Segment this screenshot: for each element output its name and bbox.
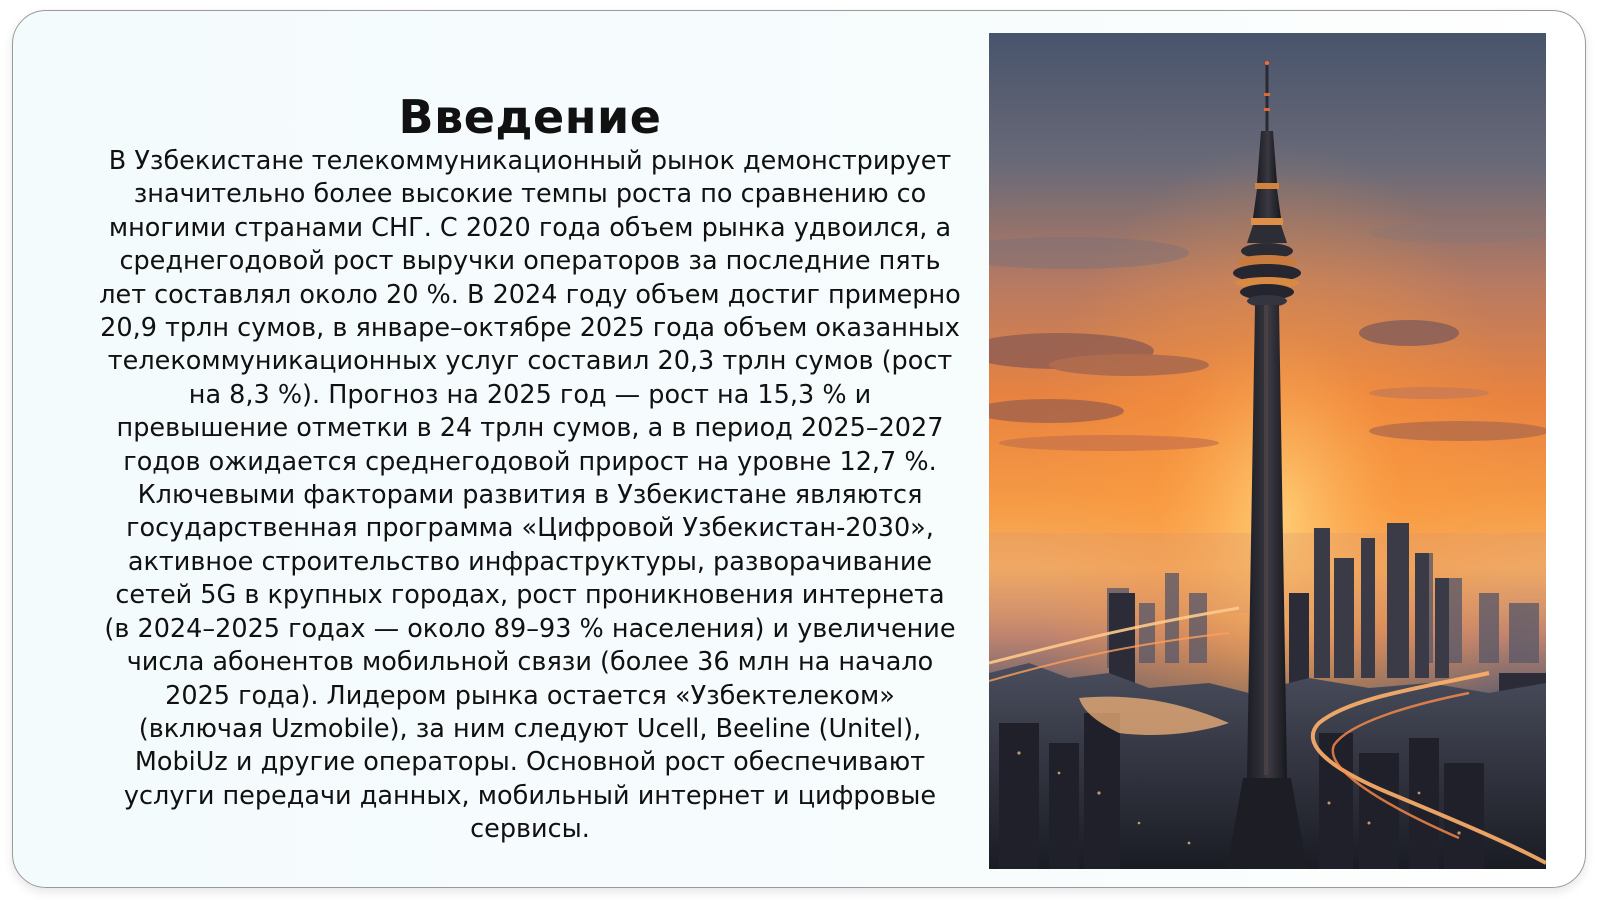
paragraph-key-factors: Ключевыми факторами развития в Узбекистане являются государственная программа «Цифровой Узбекистан-2030», активное строительство инфраструктуры, разворачивание сетей 5G в крупных городах, рост проникновения интернета (в 2024–2025 годах — около 89–93 % населения) и увеличение числа абонентов мобильной связи (более 36 млн на начало 2025 года). Лидером рынка остается «Узбектелеком» (включая Uzmobile), за ним следуют Ucell, Beeline (Unitel), MobiUz и другие операторы. Основной рост обеспечивают услуги передачи данных, мобильный интернет и цифровые сервисы. [104,480,956,845]
slide-title: Введение [398,90,662,144]
tower-sunset-photo [989,33,1546,869]
text-column [99,89,961,847]
paragraph-market-growth: В Узбекистане телекоммуникационный рынок демонстрирует значительно более высокие темпы роста по сравнению со многими странами СНГ. С 2020 года объем рынка удвоился, а среднегодовой рост выручки операторов за последние пять лет составлял около 20 %. В 2024 году объем достиг примерно 20,9 трлн сумов, в январе–октябре 2025 года объем оказанных телекоммуникационных услуг составил 20,3 трлн сумов (рост на 8,3 %). Прогноз на 2025 год — рост на 15,3 % и превышение отметки в 24 трлн сумов, а в период 2025–2027 годов ожидается среднегодовой прирост на уровне 12,7 %. [99,146,961,477]
